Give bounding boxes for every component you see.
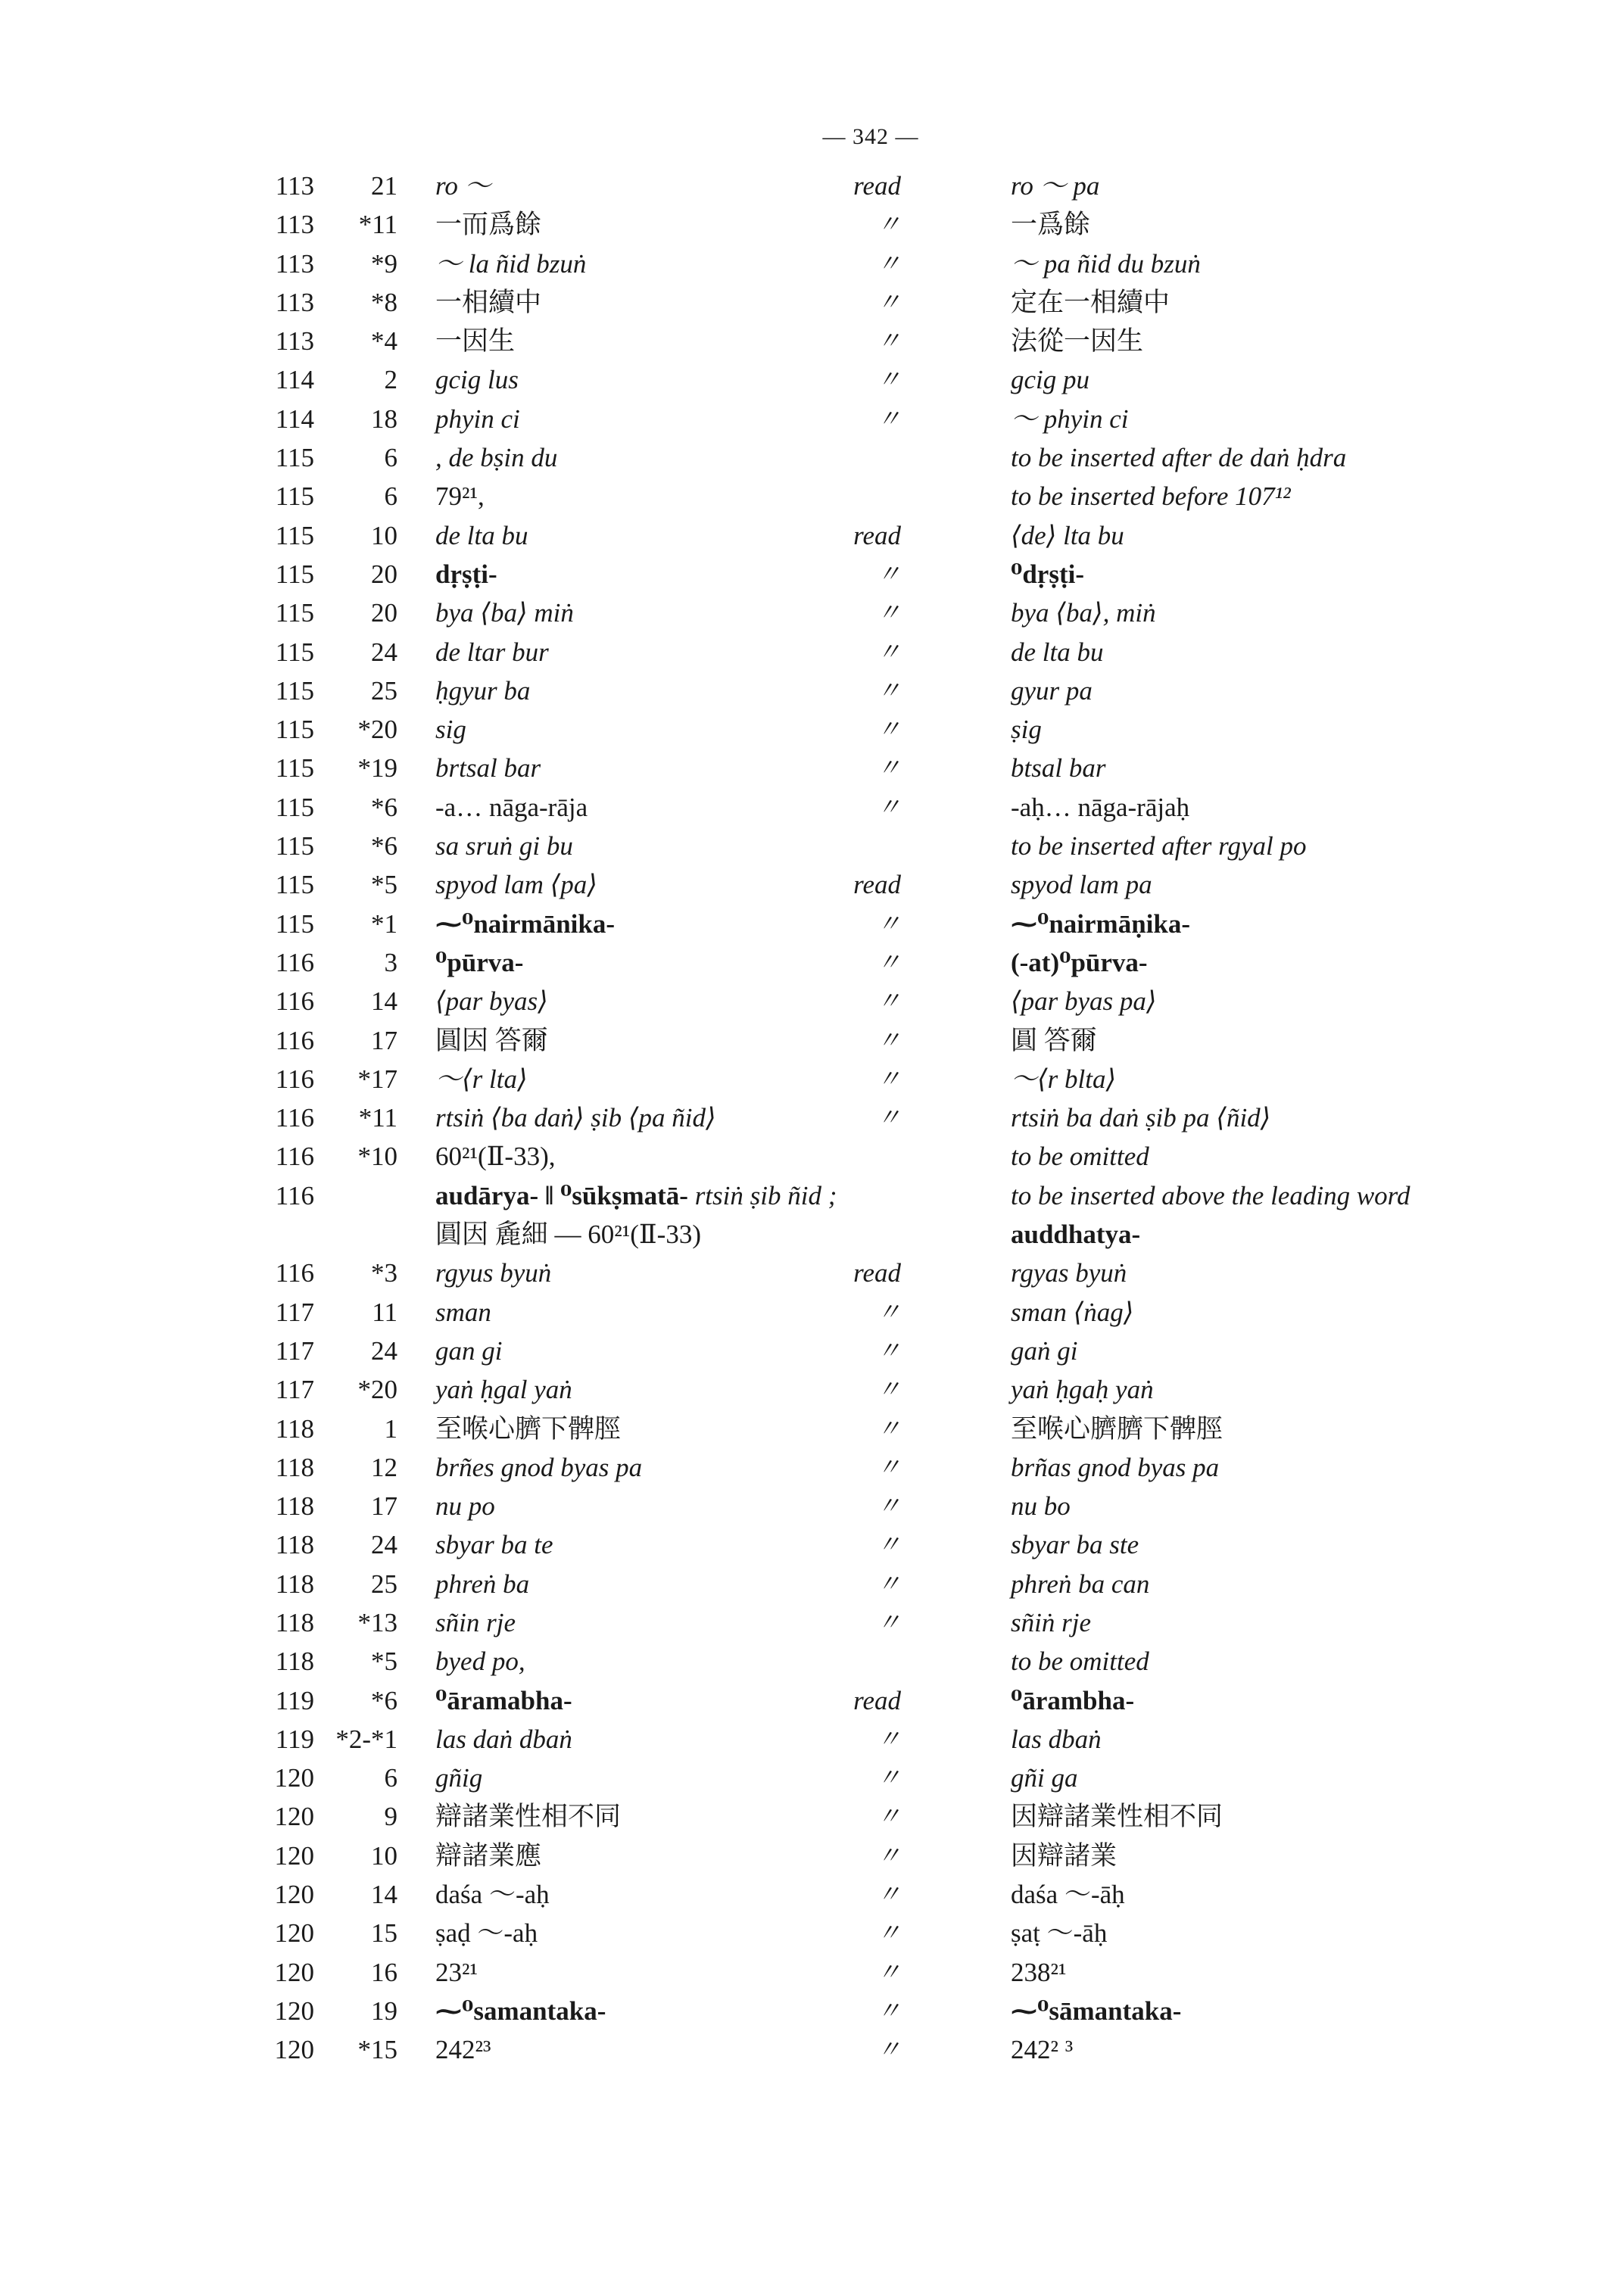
errata-row — [0, 671, 1624, 710]
line-ref: *5 — [371, 870, 397, 900]
line-ref: 6 — [384, 1763, 397, 1793]
read-marker: 〃 — [876, 1336, 901, 1364]
read-marker: 〃 — [876, 1996, 901, 2024]
erroneous-text: phreṅ ba — [435, 1569, 530, 1599]
read-marker: 〃 — [876, 987, 901, 1015]
erroneous-text: brñes gnod byas pa — [435, 1452, 643, 1482]
errata-row — [0, 982, 1624, 1020]
read-marker: 〃 — [876, 1919, 901, 1947]
errata-row — [0, 438, 1624, 477]
line-ref: *6 — [371, 831, 397, 861]
erroneous-text: 圓因 答爾 — [435, 1025, 548, 1055]
errata-row — [0, 749, 1624, 787]
page-ref: 119 — [275, 1685, 314, 1715]
corrected-text — [1011, 1176, 1616, 1254]
line-ref: 14 — [371, 1880, 397, 1910]
page-ref: 115 — [275, 598, 314, 628]
page-ref: 116 — [275, 1142, 314, 1172]
line-ref: *19 — [357, 753, 397, 784]
errata-row — [0, 477, 1624, 516]
read-marker: 〃 — [876, 1880, 901, 1908]
corrected-text: 至喉心臍臍下髀脛 — [1011, 1413, 1223, 1444]
corrected-text: gñi ga — [1011, 1763, 1078, 1793]
erroneous-text: dṛṣṭi- — [435, 559, 497, 589]
line-ref: *13 — [357, 1607, 397, 1637]
erroneous-text: sman — [435, 1297, 491, 1327]
corrected-text: to be omitted — [1011, 1647, 1149, 1677]
line-ref: *8 — [371, 287, 397, 317]
correction-note: to be inserted above the leading word — [1011, 1180, 1410, 1210]
corrected-text: bya ⟨ba⟩, miṅ — [1011, 598, 1156, 628]
erroneous-text: 60²¹(Ⅱ-33), — [435, 1142, 556, 1172]
page-ref: 114 — [275, 365, 314, 395]
erroneous-text: nu po — [435, 1491, 495, 1522]
errata-row — [0, 827, 1624, 865]
line-ref: 10 — [371, 1840, 397, 1871]
errata-row — [0, 865, 1624, 904]
erroneous-text: rtsiṅ ⟨ba daṅ⟩ ṣib ⟨pa ñid⟩ — [435, 1103, 716, 1133]
errata-row — [0, 205, 1624, 244]
erroneous-text — [435, 1176, 859, 1254]
erroneous-text: brtsal bar — [435, 753, 541, 784]
line-ref: 21 — [371, 171, 397, 201]
page-ref: 117 — [275, 1335, 314, 1366]
line-ref: 17 — [371, 1025, 397, 1055]
line-ref: *6 — [371, 792, 397, 822]
errata-row — [0, 1642, 1624, 1681]
read-marker: 〃 — [876, 909, 901, 937]
corrected-text: ⟨par byas pa⟩ — [1011, 986, 1157, 1017]
corrected-text: ～⟨r blta⟩ — [1011, 1064, 1117, 1094]
page-ref: 113 — [275, 210, 314, 240]
line-ref: *1 — [371, 908, 397, 939]
page-ref: 116 — [275, 1103, 314, 1133]
line-ref: *11 — [358, 210, 397, 240]
page-ref: 118 — [275, 1569, 314, 1599]
read-marker: 〃 — [876, 1453, 901, 1481]
corrected-text: brñas gnod byas pa — [1011, 1452, 1220, 1482]
corrected-text: ⁓⁰nairmāṇika- — [1011, 908, 1191, 939]
errata-row — [0, 1797, 1624, 1836]
corrected-text: spyod lam pa — [1011, 870, 1152, 900]
line-ref: *4 — [371, 326, 397, 357]
page-ref: 115 — [275, 520, 314, 550]
line-ref: 11 — [372, 1297, 397, 1327]
line-ref: 14 — [371, 986, 397, 1017]
erroneous-text: 一而爲餘 — [435, 210, 542, 240]
erroneous-text: sa sruṅ gi bu — [435, 831, 573, 861]
errata-row — [0, 1525, 1624, 1564]
read-marker: read — [853, 870, 901, 900]
page-ref: 115 — [275, 675, 314, 706]
read-marker: 〃 — [876, 1802, 901, 1830]
line-ref: 2 — [384, 365, 397, 395]
errata-row — [0, 1137, 1624, 1176]
errata-row — [0, 1681, 1624, 1720]
read-marker: 〃 — [876, 1841, 901, 1869]
page-ref: 116 — [275, 986, 314, 1017]
corrected-text: 一爲餘 — [1011, 210, 1091, 240]
erroneous-text: ⁓⁰nairmānika- — [435, 908, 616, 939]
page-ref: 113 — [275, 248, 314, 279]
line-ref: 1 — [384, 1413, 397, 1444]
page-ref: 120 — [274, 1918, 314, 1949]
page-ref: 115 — [275, 908, 314, 939]
page-ref: 117 — [275, 1297, 314, 1327]
line-ref: 17 — [371, 1491, 397, 1522]
page-ref: 115 — [275, 792, 314, 822]
page-ref: 119 — [275, 1724, 314, 1754]
page-ref: 118 — [275, 1413, 314, 1444]
erroneous-text: daśa ～-aḥ — [435, 1880, 550, 1910]
line-ref: 18 — [371, 403, 397, 434]
read-marker: 〃 — [876, 249, 901, 277]
errata-row — [0, 594, 1624, 632]
corrected-text: 242² ³ — [1011, 2035, 1074, 2065]
corrected-text: to be inserted after de daṅ ḥdra — [1011, 443, 1347, 473]
read-marker: 〃 — [876, 404, 901, 432]
page-ref: 120 — [274, 1995, 314, 2026]
page-ref: 115 — [275, 831, 314, 861]
errata-row — [0, 400, 1624, 438]
read-marker: 〃 — [876, 1958, 901, 1986]
read-marker: 〃 — [876, 715, 901, 743]
corrected-text: ⁰ārambha- — [1011, 1685, 1135, 1715]
corrected-text: rgyas byuṅ — [1011, 1258, 1127, 1288]
corrected-text: sbyar ba ste — [1011, 1530, 1139, 1560]
line-ref: *5 — [371, 1647, 397, 1677]
line-ref: 3 — [384, 947, 397, 977]
erroneous-text: gan gi — [435, 1335, 503, 1366]
erroneous-text: yaṅ ḥgal yaṅ — [435, 1375, 572, 1405]
page-ref: 120 — [274, 2035, 314, 2065]
erroneous-text: spyod lam ⟨pa⟩ — [435, 870, 597, 900]
errata-row — [0, 1254, 1624, 1292]
corrected-text: yaṅ ḥgaḥ yaṅ — [1011, 1375, 1154, 1405]
read-marker: 〃 — [876, 288, 901, 316]
erroneous-text: ⟨par byas⟩ — [435, 986, 548, 1017]
page-ref: 118 — [275, 1607, 314, 1637]
errata-row — [0, 516, 1624, 555]
line-ref: 16 — [371, 1957, 397, 1987]
corrected-text: daśa ～-āḥ — [1011, 1880, 1125, 1910]
corrected-text: (-at)⁰pūrva- — [1011, 947, 1148, 977]
page-ref: 118 — [275, 1647, 314, 1677]
errata-row — [0, 1293, 1624, 1332]
line-ref: *3 — [371, 1258, 397, 1288]
line-ref: 10 — [371, 520, 397, 550]
page-ref: 116 — [275, 1064, 314, 1094]
read-marker: 〃 — [876, 1764, 901, 1792]
corrected-text: 因辯諸業 — [1011, 1840, 1117, 1871]
page-ref: 120 — [274, 1880, 314, 1910]
page-ref: 120 — [274, 1840, 314, 1871]
erroneous-text: ṣaḍ ～-aḥ — [435, 1918, 538, 1949]
line-ref: 20 — [371, 598, 397, 628]
read-marker: 〃 — [876, 1026, 901, 1054]
line-ref: 25 — [371, 675, 397, 706]
read-marker: 〃 — [876, 1492, 901, 1520]
errata-row — [0, 1021, 1624, 1060]
page-ref: 120 — [274, 1802, 314, 1832]
errata-row — [0, 360, 1624, 399]
page-ref: 113 — [275, 287, 314, 317]
erroneous-text: ro ～ — [435, 171, 491, 201]
errata-row — [0, 1098, 1624, 1137]
page-ref: 116 — [275, 1025, 314, 1055]
erroneous-text: 辯諸業性相不同 — [435, 1802, 622, 1832]
read-marker: 〃 — [876, 1724, 901, 1752]
read-marker: 〃 — [876, 754, 901, 782]
corrected-text: 定在一相續中 — [1011, 287, 1170, 317]
read-marker: 〃 — [876, 1375, 901, 1404]
errata-row — [0, 943, 1624, 982]
page-ref: 115 — [275, 715, 314, 745]
errata-row — [0, 1176, 1624, 1254]
line-ref: 12 — [371, 1452, 397, 1482]
corrected-text: ro ～ pa — [1011, 171, 1100, 201]
page-ref: 115 — [275, 637, 314, 667]
read-marker: read — [853, 171, 901, 201]
page-ref: 115 — [275, 443, 314, 473]
line-ref: *15 — [357, 2035, 397, 2065]
errata-row — [0, 905, 1624, 943]
erroneous-text: ～⟨r lta⟩ — [435, 1064, 528, 1094]
corrected-text: las dbaṅ — [1011, 1724, 1102, 1754]
erroneous-text-tail: 圓因 麁細 — 60²¹(Ⅱ-33) — [435, 1219, 701, 1249]
erroneous-text: gcig lus — [435, 365, 519, 395]
page-ref: 116 — [275, 1180, 314, 1210]
corrected-text: ṣaṭ ～-āḥ — [1011, 1918, 1108, 1949]
line-ref: 19 — [371, 1995, 397, 2026]
read-marker: 〃 — [876, 676, 901, 704]
line-ref: *20 — [357, 1375, 397, 1405]
erroneous-text: 242²³ — [435, 2035, 491, 2065]
read-marker: 〃 — [876, 1414, 901, 1442]
erroneous-text: sñin rje — [435, 1607, 516, 1637]
read-marker: read — [853, 520, 901, 550]
errata-row — [0, 1448, 1624, 1487]
corrected-text: ～ phyin ci — [1011, 403, 1129, 434]
errata-row — [0, 1953, 1624, 1992]
errata-row — [0, 1720, 1624, 1759]
corrected-text: gcig pu — [1011, 365, 1090, 395]
errata-row — [0, 322, 1624, 360]
corrected-text: to be omitted — [1011, 1142, 1149, 1172]
corrected-text: 法從一因生 — [1011, 326, 1144, 357]
corrected-text: nu bo — [1011, 1491, 1071, 1522]
page-ref: 118 — [275, 1491, 314, 1522]
read-marker: 〃 — [876, 327, 901, 355]
line-ref: 25 — [371, 1569, 397, 1599]
erroneous-text: ⁰pūrva- — [435, 947, 524, 977]
errata-row — [0, 1565, 1624, 1603]
errata-row — [0, 1370, 1624, 1409]
errata-row — [0, 1060, 1624, 1098]
erroneous-text-italic: rtsiṅ ṣib ñid ; — [694, 1180, 837, 1210]
line-ref: 6 — [384, 481, 397, 512]
errata-row — [0, 1837, 1624, 1875]
corrected-text: sñiṅ rje — [1011, 1607, 1091, 1637]
errata-row — [0, 1410, 1624, 1448]
errata-row — [0, 283, 1624, 322]
line-ref: 20 — [371, 559, 397, 589]
errata-row — [0, 2030, 1624, 2069]
read-marker: 〃 — [876, 637, 901, 665]
page-number: — 342 — — [822, 124, 919, 149]
line-ref: 24 — [371, 1335, 397, 1366]
errata-table — [0, 167, 1624, 2070]
corrected-text: ⟨de⟩ lta bu — [1011, 520, 1124, 550]
line-ref: *11 — [358, 1103, 397, 1133]
corrected-text: btsal bar — [1011, 753, 1106, 784]
corrected-text: 因辯諸業性相不同 — [1011, 1802, 1223, 1832]
errata-row — [0, 1914, 1624, 1952]
corrected-text: ṣig — [1011, 715, 1042, 745]
erroneous-text: 一因生 — [435, 326, 516, 357]
read-marker: 〃 — [876, 1298, 901, 1326]
page-ref: 117 — [275, 1375, 314, 1405]
errata-row — [0, 1332, 1624, 1370]
line-ref: 24 — [371, 1530, 397, 1560]
errata-row — [0, 1992, 1624, 2030]
read-marker: read — [853, 1258, 901, 1288]
errata-row — [0, 245, 1624, 283]
errata-row — [0, 555, 1624, 594]
erroneous-text: 23²¹ — [435, 1957, 478, 1987]
read-marker: read — [853, 1685, 901, 1715]
erroneous-text: 辯諸業應 — [435, 1840, 542, 1871]
corrected-text: sman ⟨ṅag⟩ — [1011, 1297, 1134, 1327]
line-ref: 9 — [384, 1802, 397, 1832]
line-ref: *2-*1 — [335, 1724, 397, 1754]
corrected-text: to be inserted after rgyal po — [1011, 831, 1307, 861]
read-marker: 〃 — [876, 1531, 901, 1559]
erroneous-text: phyin ci — [435, 403, 520, 434]
corrected-text: 238²¹ — [1011, 1957, 1067, 1987]
erroneous-text: 79²¹, — [435, 481, 485, 512]
page-ref: 115 — [275, 559, 314, 589]
page-ref: 114 — [275, 403, 314, 434]
read-marker: 〃 — [876, 559, 901, 587]
erroneous-text: bya ⟨ba⟩ miṅ — [435, 598, 574, 628]
corrected-text: gaṅ gi — [1011, 1335, 1078, 1366]
page-ref: 115 — [275, 481, 314, 512]
erroneous-text: 一相續中 — [435, 287, 542, 317]
corrected-text: -aḥ… nāga-rājaḥ — [1011, 792, 1190, 822]
erroneous-text: , de bṣin du — [435, 443, 558, 473]
page-ref: 113 — [275, 171, 314, 201]
erroneous-text: las daṅ dbaṅ — [435, 1724, 572, 1754]
erroneous-text: ～ la ñid bzuṅ — [435, 248, 587, 279]
erroneous-text: de ltar bur — [435, 637, 549, 667]
page-ref: 116 — [275, 1258, 314, 1288]
errata-row — [0, 710, 1624, 749]
corrected-text: rtsiṅ ba daṅ ṣib pa ⟨ñid⟩ — [1011, 1103, 1271, 1133]
page-ref: 115 — [275, 753, 314, 784]
corrected-text: to be inserted before 107¹² — [1011, 481, 1291, 512]
page-ref: 116 — [275, 947, 314, 977]
erroneous-text: gñig — [435, 1763, 483, 1793]
line-ref: *17 — [357, 1064, 397, 1094]
page-ref: 118 — [275, 1452, 314, 1482]
erroneous-text: -a… nāga-rāja — [435, 792, 588, 822]
corrected-text: phreṅ ba can — [1011, 1569, 1150, 1599]
erroneous-text: rgyus byuṅ — [435, 1258, 552, 1288]
read-marker: 〃 — [876, 1104, 901, 1132]
page-ref: 120 — [274, 1957, 314, 1987]
corrected-text: ～ pa ñid du bzuṅ — [1011, 248, 1201, 279]
erroneous-text: de lta bu — [435, 520, 528, 550]
erroneous-text: 至喉心臍下髀脛 — [435, 1413, 622, 1444]
line-ref: *6 — [371, 1685, 397, 1715]
errata-row — [0, 1603, 1624, 1642]
line-ref: *9 — [371, 248, 397, 279]
read-marker: 〃 — [876, 948, 901, 976]
errata-row — [0, 633, 1624, 671]
line-ref: *20 — [357, 715, 397, 745]
read-marker: 〃 — [876, 210, 901, 238]
errata-row — [0, 1487, 1624, 1525]
errata-row — [0, 1875, 1624, 1914]
read-marker: 〃 — [876, 793, 901, 821]
erroneous-text: sig — [435, 715, 466, 745]
erroneous-text: ⁓⁰samantaka- — [435, 1995, 606, 2026]
erroneous-text: ⁰āramabha- — [435, 1685, 572, 1715]
corrected-text: de lta bu — [1011, 637, 1104, 667]
read-marker: 〃 — [876, 2036, 901, 2064]
corrected-text: gyur pa — [1011, 675, 1093, 706]
erroneous-text: byed po, — [435, 1647, 525, 1677]
erroneous-text: ḥgyur ba — [435, 675, 531, 706]
read-marker: 〃 — [876, 366, 901, 394]
page-ref: 118 — [275, 1530, 314, 1560]
errata-row — [0, 167, 1624, 205]
corrected-text: ⁓⁰sāmantaka- — [1011, 1995, 1182, 2026]
read-marker: 〃 — [876, 1569, 901, 1597]
read-marker: 〃 — [876, 1064, 901, 1092]
page-ref: 120 — [274, 1763, 314, 1793]
corrected-text: ⁰dṛṣṭi- — [1011, 559, 1084, 589]
line-ref: 6 — [384, 443, 397, 473]
line-ref: 15 — [371, 1918, 397, 1949]
errata-row — [0, 788, 1624, 827]
page-ref: 115 — [275, 870, 314, 900]
read-marker: 〃 — [876, 1608, 901, 1636]
page-ref: 113 — [275, 326, 314, 357]
line-ref: 24 — [371, 637, 397, 667]
line-ref: *10 — [357, 1142, 397, 1172]
erroneous-text: sbyar ba te — [435, 1530, 553, 1560]
read-marker: 〃 — [876, 599, 901, 627]
corrected-headword: auddhatya- — [1011, 1219, 1141, 1249]
erroneous-text-bold: audārya- ‖ ⁰sūkṣmatā- — [435, 1180, 688, 1210]
errata-row — [0, 1759, 1624, 1797]
corrected-text: 圓 答爾 — [1011, 1025, 1097, 1055]
